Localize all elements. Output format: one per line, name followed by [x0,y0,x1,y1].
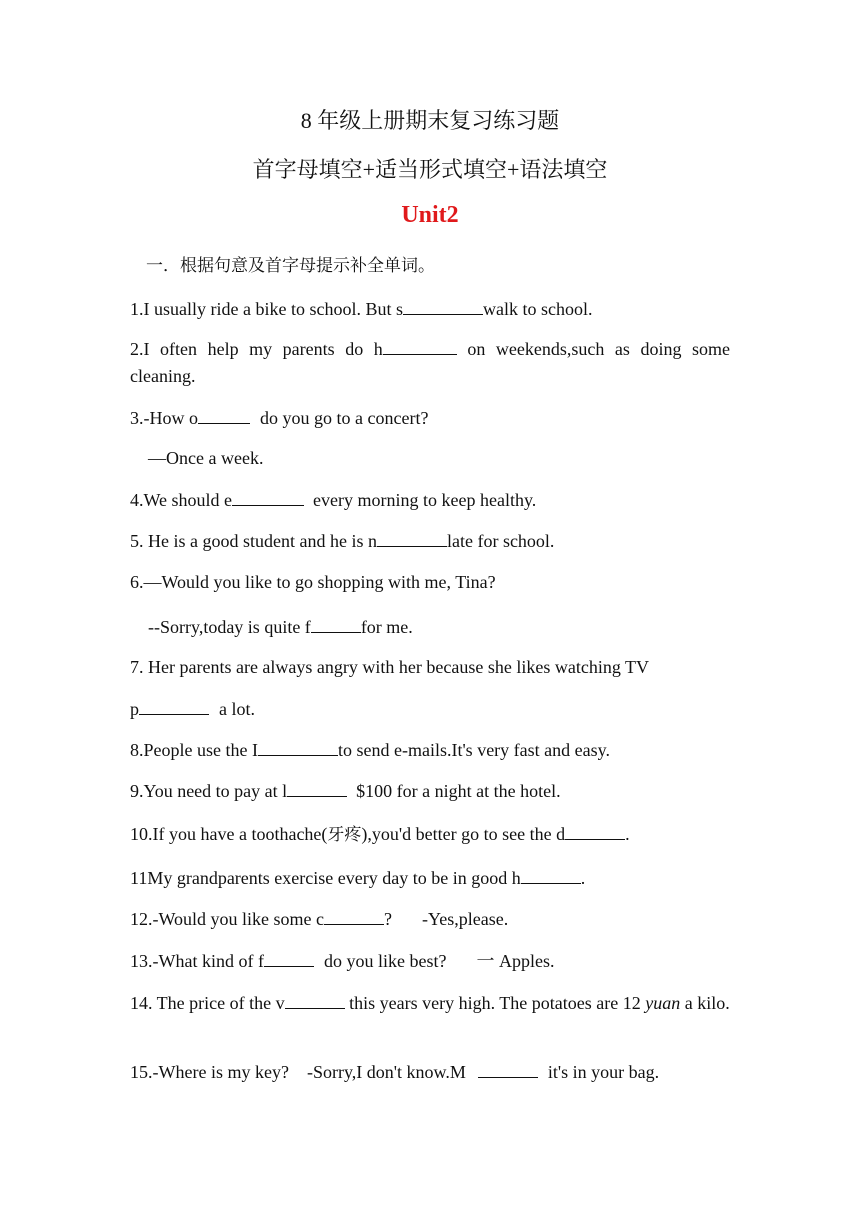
question-3-reply: —Once a week. [148,448,264,468]
worksheet-title: 8 年级上册期末复习练习题 [300,108,560,133]
question-15: 15.-Where is my key? -Sorry,I don't know.M it's in your bag. [130,1062,660,1082]
question-3: 3.-How o do you go to a concert? [130,408,429,428]
question-10: 10.If you have a toothache(牙疼),you'd better go to see the d . [130,824,630,845]
question-2: 2.I often help my parents do h on weekends,such as doing some cleaning. [130,339,730,386]
question-7: 7. Her parents are always angry with her because she likes watching TV [130,657,649,677]
answer-blank[interactable] [285,991,345,1009]
answer-blank[interactable] [264,949,314,967]
answer-blank[interactable] [258,738,338,756]
question-6: 6.—Would you like to go shopping with me, Tina? [130,572,496,592]
question-5: 5. He is a good student and he is n late for school. [130,531,555,551]
question-7-cont: p a lot. [130,699,255,719]
question-6-reply: --Sorry,today is quite f for me. [148,617,413,637]
answer-blank[interactable] [232,488,304,506]
answer-blank[interactable] [377,529,447,547]
answer-blank[interactable] [198,406,250,424]
question-13: 13.-What kind of f do you like best? 一 Apples. [130,951,555,971]
answer-blank[interactable] [565,822,625,840]
answer-blank[interactable] [287,779,347,797]
answer-blank[interactable] [311,615,361,633]
question-12: 12.-Would you like some c ? -Yes,please. [130,909,509,929]
question-1: 1.I usually ride a bike to school. But s walk to school. [130,299,593,319]
question-8: 8.People use the I to send e-mails.It's very fast and easy. [130,740,610,760]
answer-blank[interactable] [521,866,581,884]
answer-blank[interactable] [139,697,209,715]
answer-blank[interactable] [403,297,483,315]
question-9: 9.You need to pay at l $100 for a night at the hotel. [130,781,561,801]
question-4: 4.We should e every morning to keep healthy. [130,490,537,510]
answer-blank[interactable] [324,907,384,925]
section-heading: 一．根据句意及首字母提示补全单词。 [146,256,435,276]
question-14: 14. The price of the v this years very high. The potatoes are 12 yuan a kilo. [130,993,730,1013]
answer-blank[interactable] [383,337,457,355]
answer-blank[interactable] [478,1060,538,1078]
unit-heading: Unit2 [401,202,459,228]
worksheet-subtitle: 首字母填空+适当形式填空+语法填空 [252,157,608,182]
question-11: 11My grandparents exercise every day to be in good h . [130,868,586,888]
